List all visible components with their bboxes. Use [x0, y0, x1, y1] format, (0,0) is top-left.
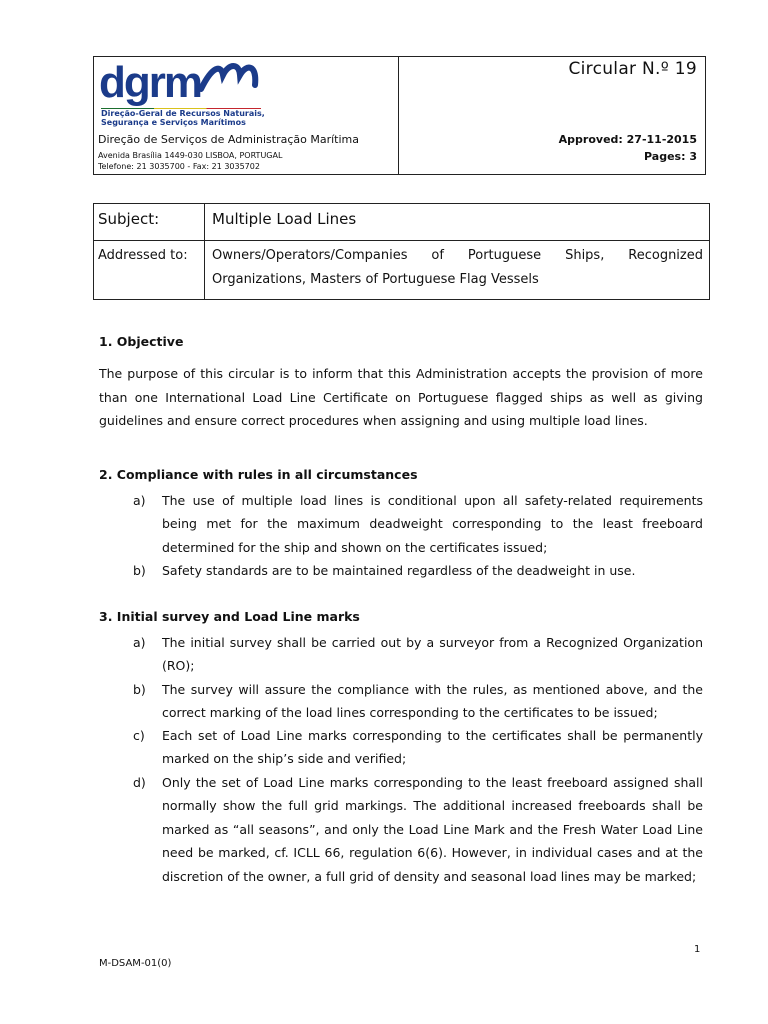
logo-wave-shape	[201, 66, 255, 89]
document-code: M-DSAM-01(0)	[99, 958, 172, 969]
logo-subtitle	[101, 109, 265, 127]
addressed-to-value: Owners/Operators/Companies of Portuguese Ships, Recognized Organizations, Masters of Portuguese Flag Vessels	[212, 248, 703, 287]
list-marker: a)	[133, 635, 146, 650]
list-text: Each set of Load Line marks corresponding to the certificates shall be permanently marked on the ship’s side and verified;	[162, 728, 703, 767]
list-marker: a)	[133, 493, 146, 508]
org-full-line2: Segurança e Serviços Marítimos	[101, 118, 246, 127]
address: Avenida Brasília 1449-030 LISBOA, PORTUGAL	[98, 151, 283, 160]
section-paragraph: The purpose of this circular is to inform that this Administration accepts the provision of more than one International Load Line Certificate on Portuguese flagged ships as well as giving guidelines and ensure correct procedures when assigning and using multiple load lines.	[99, 366, 703, 428]
section-heading: 2. Compliance with rules in all circumstances	[99, 467, 418, 482]
subject-label: Subject:	[98, 210, 160, 228]
dgrm-logo	[97, 59, 297, 131]
subject-table-vline	[204, 204, 205, 299]
list-marker: b)	[133, 563, 146, 578]
org-full-line1: Direção-Geral de Recursos Naturais,	[101, 109, 265, 118]
logo-text: dgrm	[99, 59, 201, 107]
list-text: The use of multiple load lines is conditional upon all safety-related requirements being met for the maximum deadweight corresponding to the least freeboard determined for the ship and shown on the certificates issued;	[162, 493, 703, 555]
list-text: Safety standards are to be maintained regardless of the deadweight in use.	[162, 563, 636, 578]
document-header	[93, 56, 706, 175]
header-divider	[398, 57, 399, 174]
list-marker: d)	[133, 775, 146, 790]
subject-table	[93, 203, 710, 300]
list-text: The initial survey shall be carried out by a surveyor from a Recognized Organization (RO);	[162, 635, 703, 674]
subject-value: Multiple Load Lines	[212, 210, 357, 228]
subject-table-hline	[94, 240, 709, 241]
list-marker: c)	[133, 728, 145, 743]
dgrm-logo-mark	[97, 59, 297, 109]
department-name: Direção de Serviços de Administração Marítima	[98, 133, 359, 146]
addressed-to-label: Addressed to:	[98, 248, 188, 263]
list-text: The survey will assure the compliance with the rules, as mentioned above, and the correct marking of the load lines corresponding to the certificates to be issued;	[162, 682, 703, 721]
list-marker: b)	[133, 682, 146, 697]
approved-date: Approved: 27-11-2015	[558, 133, 697, 146]
list-text: Only the set of Load Line marks corresponding to the least freeboard assigned shall normally show the full grid markings. The additional increased freeboards shall be marked as “all seasons”, and only the Load Line Mark and the Fresh Water Load Line need be marked, cf. ICLL 66, regulation 6(6). However, in individual cases and at the discretion of the owner, a full grid of density and seasonal load lines may be marked;	[162, 775, 703, 884]
circular-number: Circular N.º 19	[568, 59, 697, 79]
page-number: 1	[694, 944, 701, 955]
section-heading: 1. Objective	[99, 334, 184, 349]
page-count: Pages: 3	[644, 150, 697, 163]
section-heading: 3. Initial survey and Load Line marks	[99, 609, 360, 624]
phone-fax: Telefone: 21 3035700 - Fax: 21 3035702	[98, 162, 260, 171]
